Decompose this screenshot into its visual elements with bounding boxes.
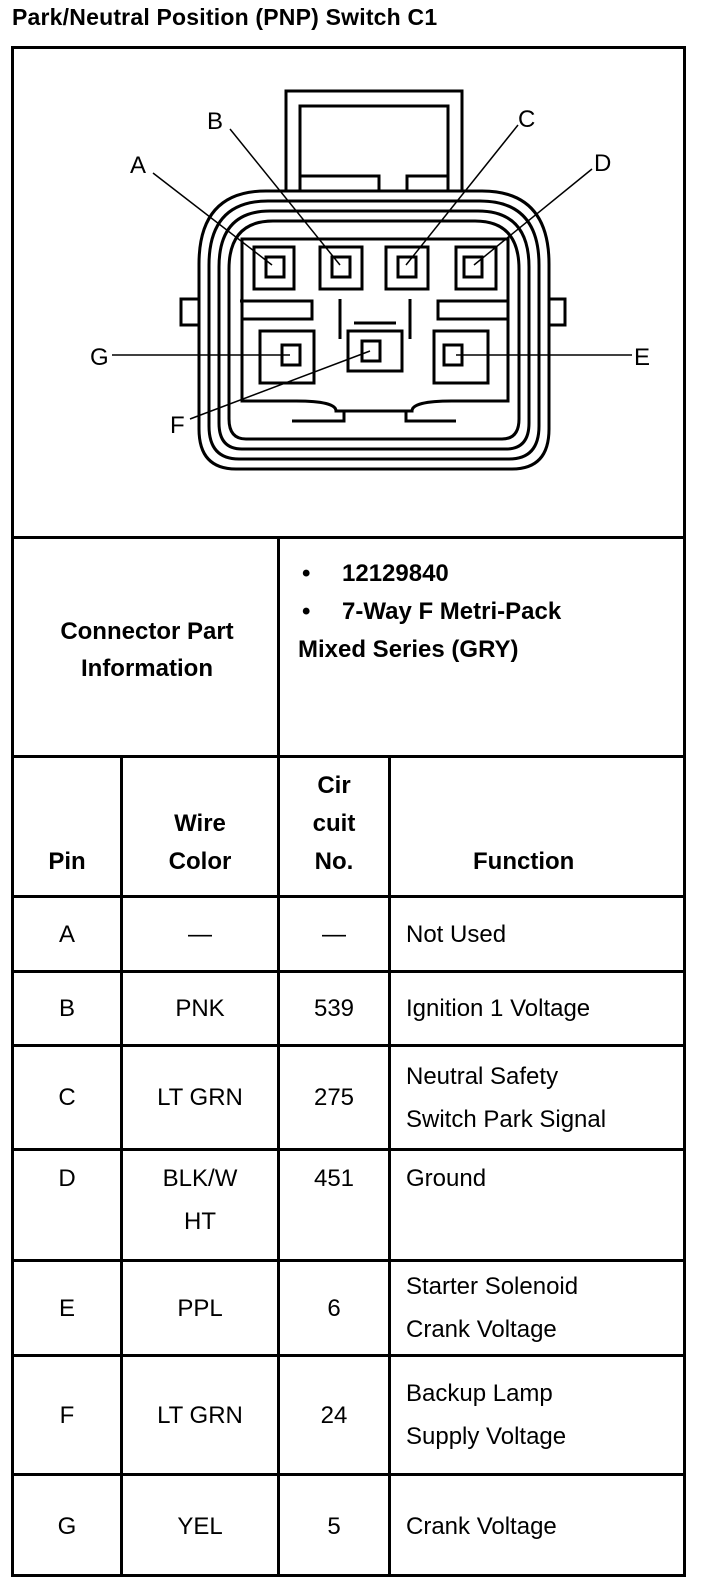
connector-diagram (14, 49, 683, 536)
connector-label-line2: Information (80, 655, 213, 682)
cell-circuit: 275 (313, 1084, 355, 1111)
connector-part-label (14, 539, 280, 761)
header-wire-color: Wire Color (168, 810, 232, 875)
cell-circuit: — (322, 920, 346, 948)
cell-pin: E (58, 1294, 75, 1322)
cell-wire: PPL (177, 1294, 223, 1322)
cell-circuit: 5 (327, 1513, 341, 1540)
cell-func: Neutral Safety Switch Park Signal (406, 1062, 607, 1133)
cell-circuit: 539 (313, 995, 355, 1022)
cell-func: Backup Lamp Supply Voltage (406, 1380, 567, 1450)
cell-pin: G (57, 1513, 77, 1540)
cell-func: Ground (406, 1165, 487, 1192)
pin-label-a: A (130, 152, 147, 179)
header-function: Function (473, 848, 575, 875)
connector-type: 7-Way F Metri-Pack (342, 598, 562, 625)
pin-label-f: F (170, 412, 185, 439)
page-title: Park/Neutral Position (PNP) Switch C1 (12, 4, 438, 30)
cell-circuit: 6 (327, 1294, 341, 1322)
cell-pin: F (59, 1401, 75, 1429)
bullet: • (302, 598, 311, 625)
cell-wire: PNK (175, 995, 225, 1022)
cell-pin: D (58, 1165, 76, 1192)
connector-sheet (11, 46, 686, 1577)
pin-label-e: E (634, 344, 651, 371)
cell-pin: B (58, 995, 75, 1022)
connector-series: Mixed Series (GRY) (298, 636, 519, 663)
connector-part-info (283, 555, 683, 669)
cell-pin: A (58, 920, 75, 948)
cell-pin: C (58, 1084, 76, 1111)
cell-wire: YEL (177, 1513, 223, 1540)
cell-func: Starter Solenoid Crank Voltage (406, 1273, 579, 1343)
cell-circuit: 451 (313, 1165, 355, 1192)
pin-label-b: B (207, 108, 224, 135)
cell-wire: LT GRN (157, 1401, 243, 1429)
pin-label-g: G (90, 344, 109, 371)
part-number: 12129840 (342, 560, 449, 587)
cell-wire: BLK/W HT (162, 1165, 238, 1235)
header-pin: Pin (48, 848, 86, 875)
connector-label-line1: Connector Part (60, 618, 234, 645)
cell-func: Not Used (406, 920, 507, 948)
pin-label-d: D (594, 150, 612, 177)
pin-label-c: C (518, 106, 536, 133)
cell-wire: — (188, 920, 212, 948)
cell-circuit: 24 (320, 1401, 348, 1429)
cell-func: Ignition 1 Voltage (406, 995, 591, 1022)
header-circuit-no: Cir cuit No. (312, 772, 356, 875)
cell-func: Crank Voltage (406, 1513, 557, 1540)
bullet: • (302, 560, 311, 587)
cell-wire: LT GRN (157, 1084, 243, 1111)
